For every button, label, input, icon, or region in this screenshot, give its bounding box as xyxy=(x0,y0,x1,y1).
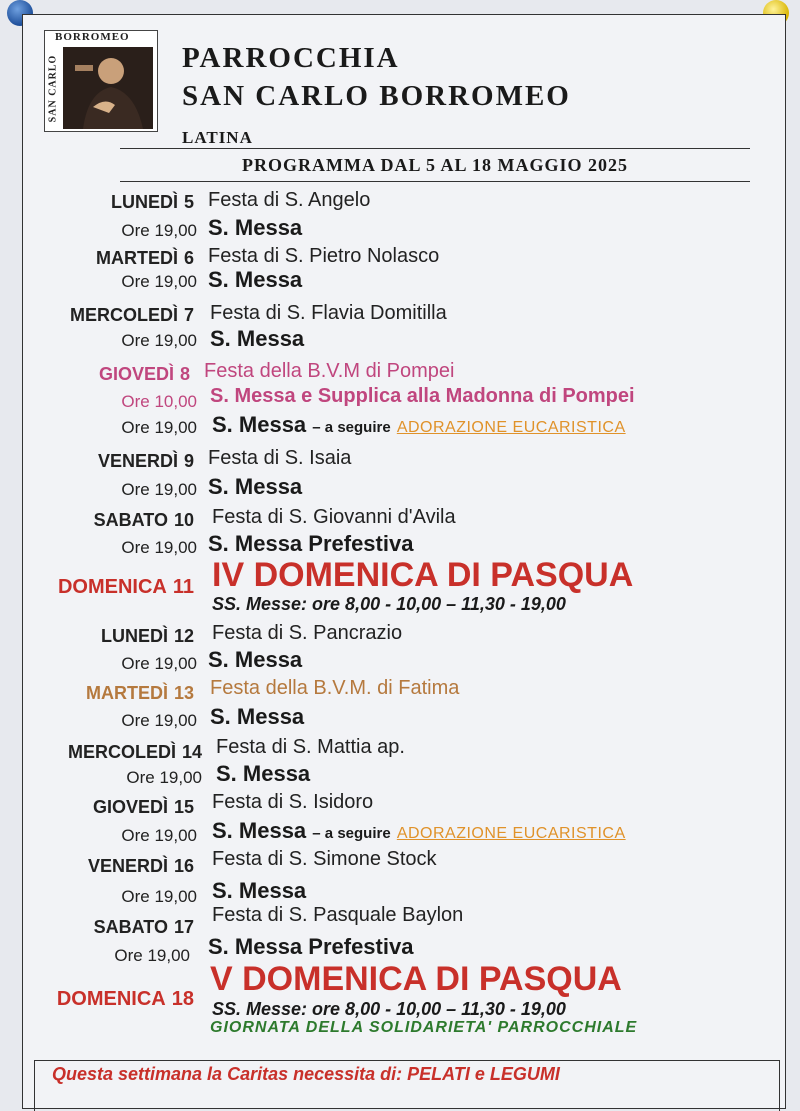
mass-label: S. Messa e Supplica alla Madonna di Pompei xyxy=(210,385,635,407)
mass-time: Ore 19,00 xyxy=(121,887,197,906)
day-label: DOMENICA 11 xyxy=(57,576,194,598)
day-label: MARTEDÌ 6 xyxy=(95,248,194,268)
adoration-label: ADORAZIONE EUCARISTICA xyxy=(396,419,626,436)
mass-time: Ore 19,00 xyxy=(121,480,197,499)
mass-time: Ore 19,00 xyxy=(121,272,197,291)
mass-time: Ore 19,00 xyxy=(121,221,197,240)
parish-logo xyxy=(44,30,158,132)
feast-name: Festa di S. Angelo xyxy=(208,189,371,211)
logo-top-text: BORROMEO xyxy=(55,31,130,43)
day-label: SABATO 17 xyxy=(93,917,194,937)
city-label: LATINA xyxy=(182,128,253,147)
day-label: SABATO 10 xyxy=(93,510,194,530)
solidarity-day-note: GIORNATA DELLA SOLIDARIETA' PARROCCHIALE xyxy=(210,1019,638,1036)
sunday-title: V DOMENICA DI PASQUA xyxy=(210,960,622,998)
mass-label: S. Messa xyxy=(208,474,303,499)
masses-schedule: SS. Messe: ore 8,00 - 10,00 – 11,30 - 19,00 xyxy=(212,999,566,1019)
mass-label: S. Messa xyxy=(210,326,305,351)
feast-name: Festa di S. Isidoro xyxy=(212,791,374,813)
mass-time: Ore 10,00 xyxy=(121,392,197,411)
mass-time: Ore 19,00 xyxy=(121,538,197,557)
day-label: LUNEDÌ 5 xyxy=(110,192,194,212)
mass-label: S. Messa xyxy=(208,267,303,292)
sunday-title: IV DOMENICA DI PASQUA xyxy=(212,556,634,594)
saint-portrait-icon xyxy=(63,47,153,129)
feast-name: Festa di S. Mattia ap. xyxy=(216,736,405,758)
masses-schedule: SS. Messe: ore 8,00 - 10,00 – 11,30 - 19,00 xyxy=(212,594,566,614)
divider-top xyxy=(120,148,750,149)
mass-label: S. Messa xyxy=(216,761,311,786)
day-label: MERCOLEDÌ 14 xyxy=(67,742,202,762)
day-label: DOMENICA 18 xyxy=(56,988,194,1010)
title-parish-name: SAN CARLO BORROMEO xyxy=(182,80,571,112)
mass-label: S. Messa Prefestiva xyxy=(208,934,414,959)
mass-label: S. Messa xyxy=(208,215,303,240)
program-heading: PROGRAMMA DAL 5 AL 18 MAGGIO 2025 xyxy=(241,155,628,175)
feast-name: Festa di S. Isaia xyxy=(208,447,352,469)
mass-label: S. Messa xyxy=(212,878,307,903)
day-label: MARTEDÌ 13 xyxy=(85,683,194,703)
day-label: GIOVEDÌ 8 xyxy=(98,364,190,384)
mass-label: S. Messa – a seguire ADORAZIONE EUCARISTICA xyxy=(212,412,626,437)
mass-label: S. Messa Prefestiva xyxy=(208,531,414,556)
mass-label: S. Messa xyxy=(208,647,303,672)
mass-time: Ore 19,00 xyxy=(114,946,190,965)
day-label: VENERDÌ 9 xyxy=(97,451,194,471)
mass-time: Ore 19,00 xyxy=(121,711,197,730)
mass-time: Ore 19,00 xyxy=(121,654,197,673)
feast-name: Festa di S. Giovanni d'Avila xyxy=(212,506,456,528)
feast-name: Festa della B.V.M di Pompei xyxy=(204,360,455,382)
mass-time: Ore 19,00 xyxy=(121,418,197,437)
day-label: GIOVEDÌ 15 xyxy=(92,797,194,817)
feast-name: Festa di S. Flavia Domitilla xyxy=(210,302,447,324)
feast-name: Festa di S. Pasquale Baylon xyxy=(212,904,464,926)
feast-name: Festa di S. Pancrazio xyxy=(212,622,403,644)
logo-side-text: SAN CARLO xyxy=(47,54,59,123)
mass-time: Ore 19,00 xyxy=(121,826,197,845)
feast-name: Festa di S. Simone Stock xyxy=(212,848,437,870)
feast-name: Festa della B.V.M. di Fatima xyxy=(210,677,460,699)
title-parrocchia: PARROCCHIA xyxy=(182,42,400,74)
adoration-label: ADORAZIONE EUCARISTICA xyxy=(396,825,626,842)
day-label: VENERDÌ 16 xyxy=(87,856,194,876)
mass-label: S. Messa xyxy=(210,704,305,729)
caritas-notice: Questa settimana la Caritas necessita di: PELATI e LEGUMI xyxy=(52,1064,560,1084)
divider-bottom xyxy=(120,181,750,182)
feast-name: Festa di S. Pietro Nolasco xyxy=(208,245,440,267)
day-label: MERCOLEDÌ 7 xyxy=(69,305,194,325)
day-label: LUNEDÌ 12 xyxy=(100,626,194,646)
mass-time: Ore 19,00 xyxy=(121,331,197,350)
mass-time: Ore 19,00 xyxy=(126,768,202,787)
mass-label: S. Messa – a seguire ADORAZIONE EUCARISTICA xyxy=(212,818,626,843)
